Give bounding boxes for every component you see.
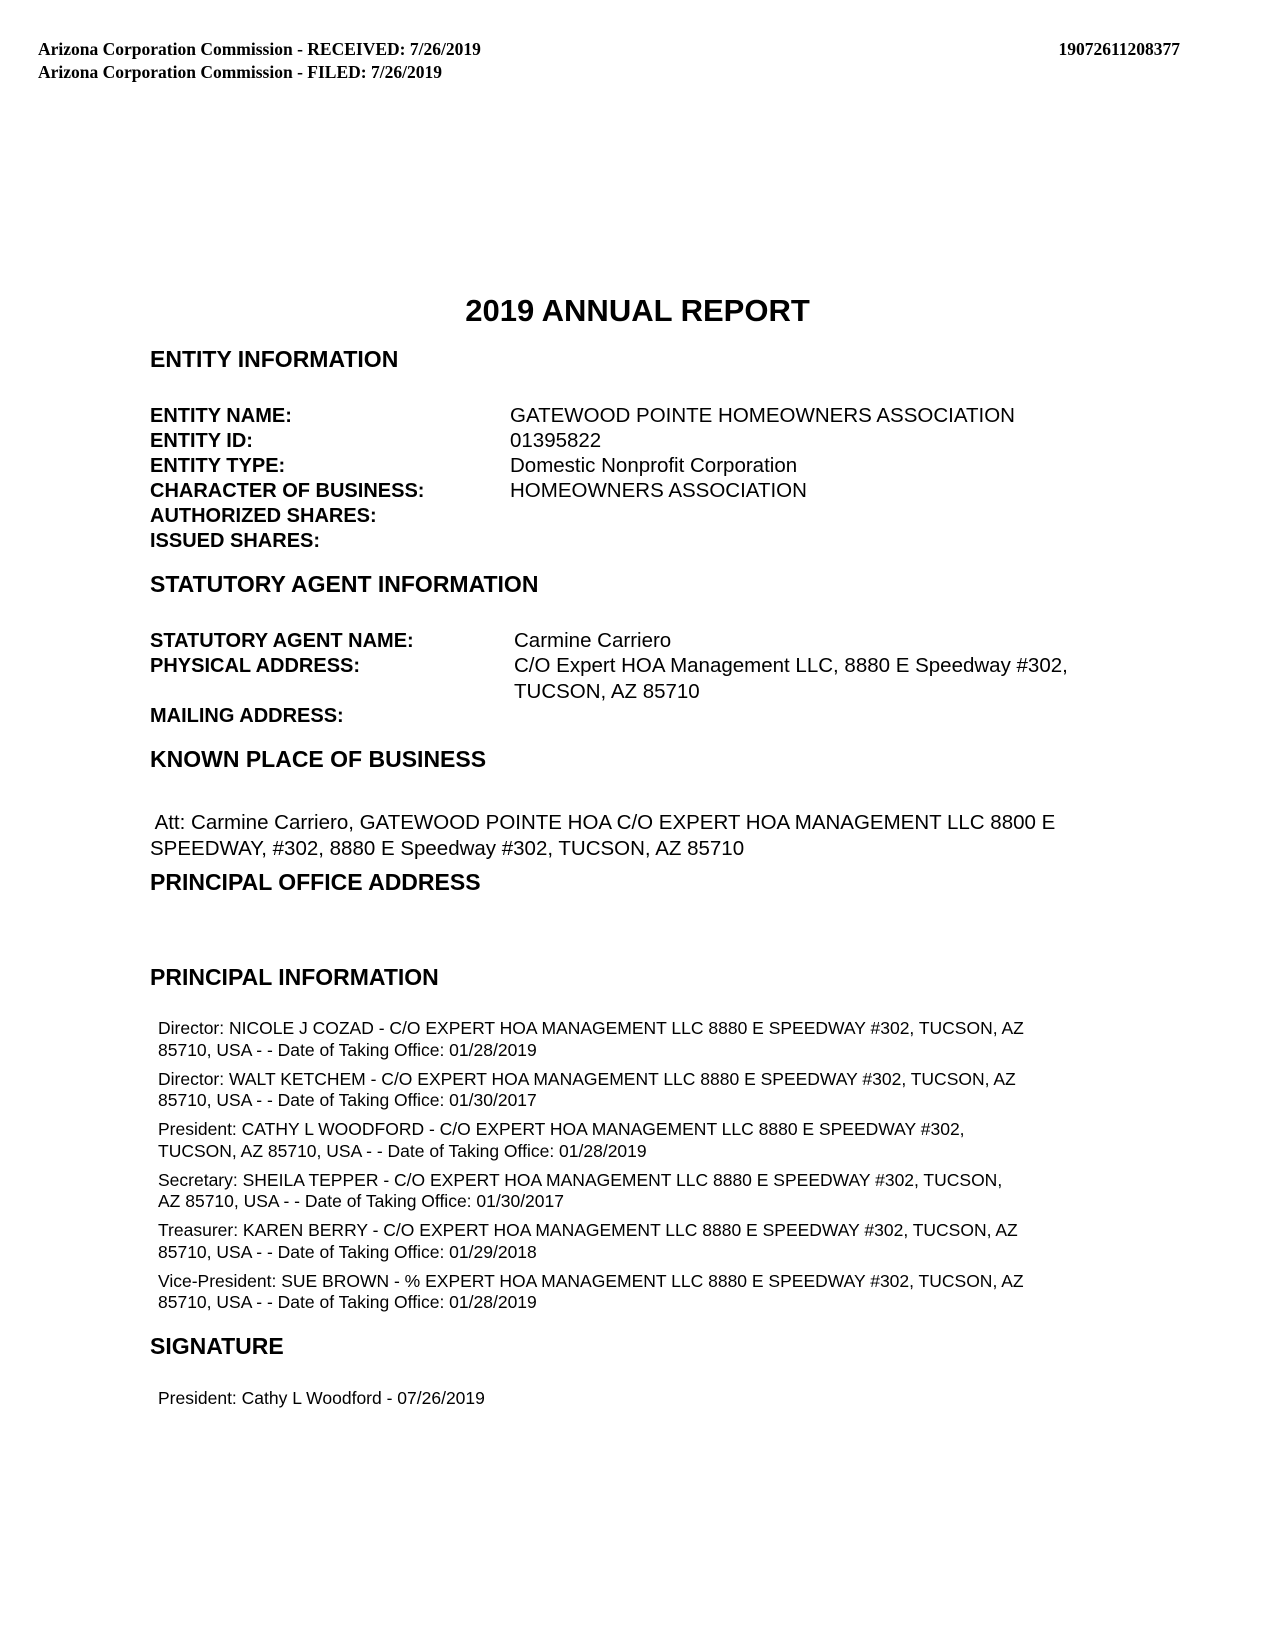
principal-entry: [158, 1220, 1118, 1263]
principal-entry-line-2: AZ 85710, USA - - Date of Taking Office: 01/30/2017: [158, 1191, 564, 1211]
entity-name-label: ENTITY NAME:: [150, 405, 292, 427]
physical-address-label: PHYSICAL ADDRESS:: [150, 655, 361, 677]
principal-entry-line-2: 85710, USA - - Date of Taking Office: 01/29/2018: [158, 1241, 537, 1262]
entity-id-label: ENTITY ID:: [150, 430, 253, 452]
principal-entry: [158, 1170, 1118, 1213]
mailing-address-label: MAILING ADDRESS:: [150, 705, 344, 727]
statutory-agent-name-label: STATUTORY AGENT NAME:: [150, 630, 414, 652]
known-place-address: [150, 810, 1130, 861]
principal-entry-line-1: Director: WALT KETCHEM - C/O EXPERT HOA MANAGEMENT LLC 8880 E SPEEDWAY #302, TUCSON, AZ: [158, 1068, 1016, 1089]
received-stamp: Arizona Corporation Commission - RECEIVED: 7/26/2019: [38, 39, 481, 59]
principal-list: [158, 1018, 1118, 1321]
entity-information-heading: ENTITY INFORMATION: [150, 346, 399, 372]
issued-shares-label: ISSUED SHARES:: [150, 530, 321, 552]
known-place-line-2: SPEEDWAY, #302, 8880 E Speedway #302, TUCSON, AZ 85710: [150, 836, 745, 860]
entity-name-value: GATEWOOD POINTE HOMEOWNERS ASSOCIATION: [510, 404, 1015, 427]
principal-office-heading: PRINCIPAL OFFICE ADDRESS: [150, 869, 481, 895]
character-of-business-value: HOMEOWNERS ASSOCIATION: [510, 479, 807, 502]
principal-entry-line-1: Vice-President: SUE BROWN - % EXPERT HOA MANAGEMENT LLC 8880 E SPEEDWAY #302, TUCSON, AZ: [158, 1270, 1024, 1291]
principal-entry-line-2: 85710, USA - - Date of Taking Office: 01/28/2019: [158, 1292, 537, 1312]
entity-type-value: Domestic Nonprofit Corporation: [510, 454, 798, 477]
physical-address-value: [514, 653, 1068, 704]
principal-entry: [158, 1018, 1118, 1061]
principal-entry-line-2: TUCSON, AZ 85710, USA - - Date of Taking Office: 01/28/2019: [158, 1140, 647, 1161]
entity-type-label: ENTITY TYPE:: [150, 455, 286, 477]
physical-address-line-1: C/O Expert HOA Management LLC, 8880 E Speedway #302,: [514, 654, 1068, 677]
principal-entry: [158, 1119, 1118, 1162]
character-of-business-label: CHARACTER OF BUSINESS:: [150, 480, 425, 502]
entity-id-value: 01395822: [510, 429, 602, 452]
principal-entry: [158, 1271, 1118, 1314]
principal-entry-line-2: 85710, USA - - Date of Taking Office: 01/30/2017: [158, 1090, 537, 1110]
principal-entry-line-1: President: CATHY L WOODFORD - C/O EXPERT HOA MANAGEMENT LLC 8880 E SPEEDWAY #302,: [158, 1119, 965, 1139]
statutory-agent-name-value: Carmine Carriero: [514, 629, 672, 652]
signature-heading: SIGNATURE: [150, 1333, 284, 1359]
authorized-shares-label: AUTHORIZED SHARES:: [150, 505, 377, 527]
page-title: 2019 ANNUAL REPORT: [465, 293, 810, 328]
principal-entry-line-1: Director: NICOLE J COZAD - C/O EXPERT HOA MANAGEMENT LLC 8880 E SPEEDWAY #302, TUCSON, AZ: [158, 1018, 1024, 1038]
physical-address-line-2: TUCSON, AZ 85710: [514, 679, 700, 703]
principal-entry-line-1: Treasurer: KAREN BERRY - C/O EXPERT HOA MANAGEMENT LLC 8880 E SPEEDWAY #302, TUCSON, AZ: [158, 1220, 1018, 1240]
filed-stamp: Arizona Corporation Commission - FILED: 7/26/2019: [38, 62, 442, 82]
known-place-line-1: Att: Carmine Carriero, GATEWOOD POINTE HOA C/O EXPERT HOA MANAGEMENT LLC 8800 E: [150, 811, 1056, 834]
statutory-agent-heading: STATUTORY AGENT INFORMATION: [150, 571, 539, 597]
principal-entry: [158, 1069, 1118, 1112]
filing-stamp: [38, 38, 481, 84]
signature-text: President: Cathy L Woodford - 07/26/2019: [158, 1388, 485, 1408]
document-number: 19072611208377: [1058, 39, 1180, 59]
known-place-heading: KNOWN PLACE OF BUSINESS: [150, 746, 487, 772]
principal-entry-line-1: Secretary: SHEILA TEPPER - C/O EXPERT HOA MANAGEMENT LLC 8880 E SPEEDWAY #302, TUCSON,: [158, 1169, 1003, 1190]
principal-entry-line-2: 85710, USA - - Date of Taking Office: 01/28/2019: [158, 1039, 537, 1060]
principal-information-heading: PRINCIPAL INFORMATION: [150, 964, 439, 990]
